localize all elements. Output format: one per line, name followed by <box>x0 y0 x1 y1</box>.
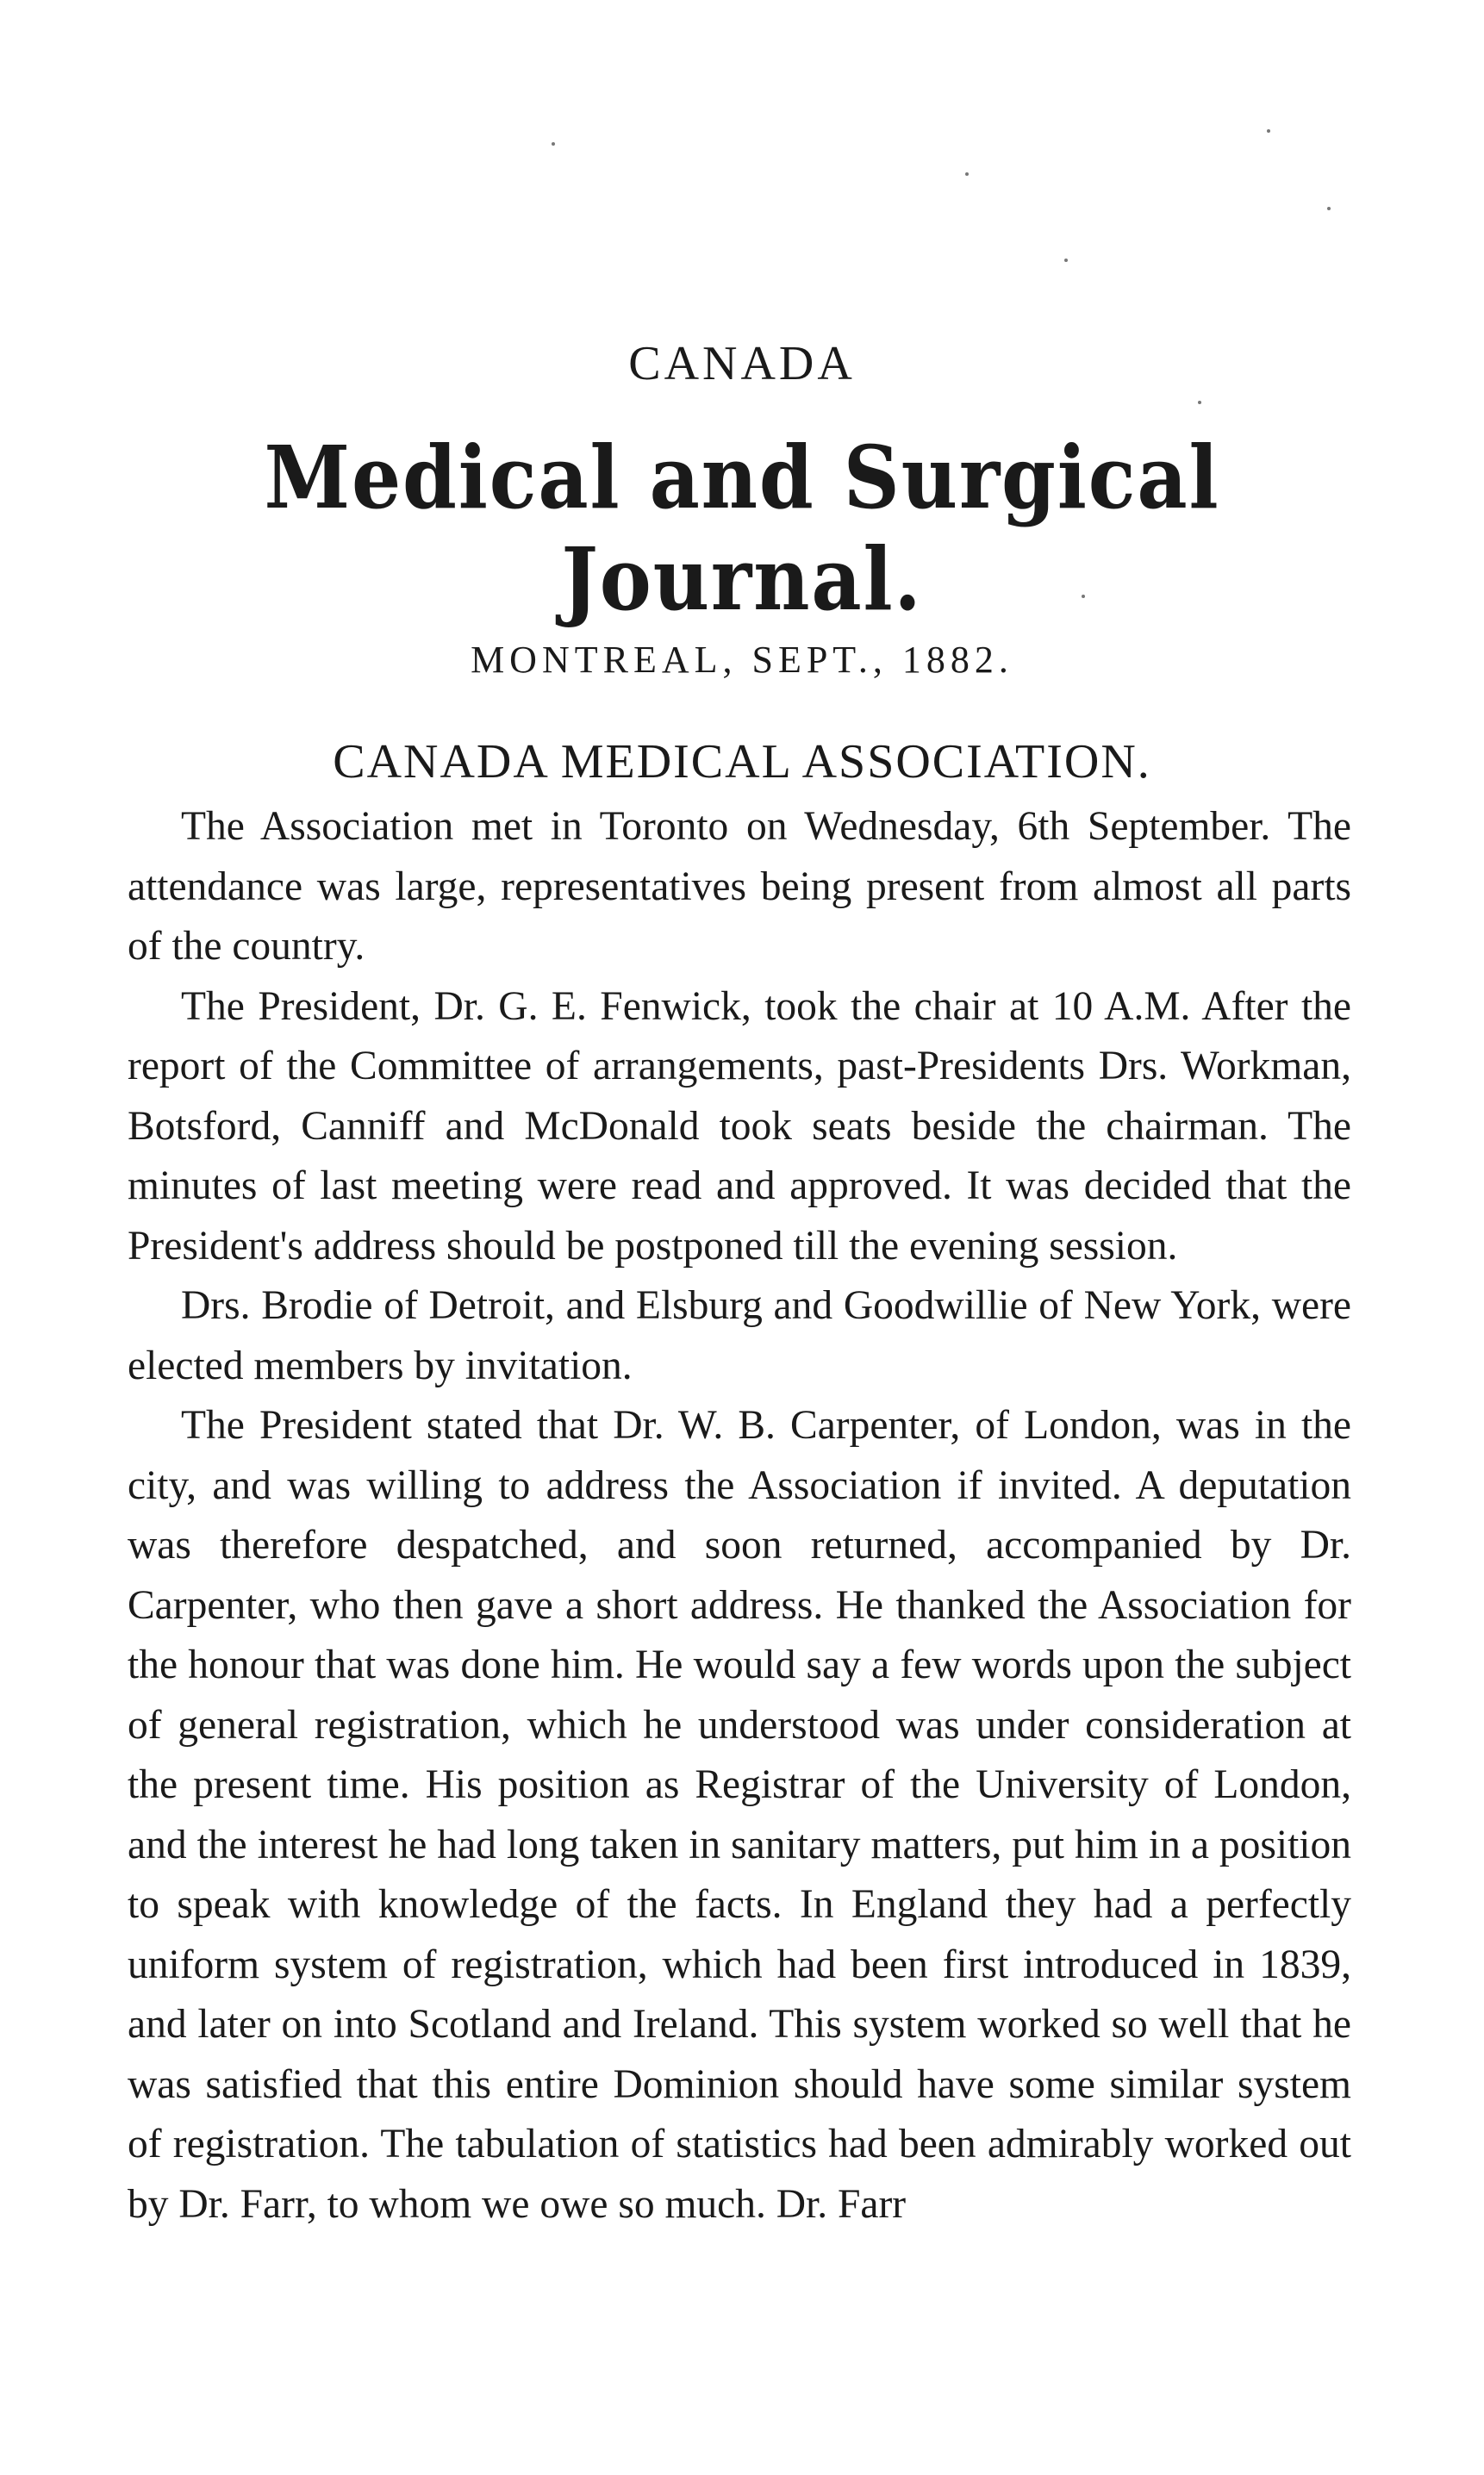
dateline: MONTREAL, SEPT., 1882. <box>471 639 1013 681</box>
paper-speck <box>1267 129 1270 133</box>
paper-speck <box>1327 207 1331 210</box>
paper-speck <box>1198 401 1201 404</box>
paper-speck <box>1064 259 1068 262</box>
paper-speck <box>965 172 969 176</box>
masthead-kicker: CANADA <box>628 337 856 390</box>
paper-speck <box>552 142 555 146</box>
paragraph: The Association met in Toronto on Wednesday, 6th September. The attendance was large, representatives being present from almost all parts of the country. <box>128 804 1351 969</box>
article-body <box>128 797 1351 2235</box>
paragraph: The President, Dr. G. E. Fenwick, took the chair at 10 A.M. After the report of the Committee of arrangements, past-Presidents Drs. Workman, Botsford, Canniff and McDonald took seats beside the chairman. The minutes of last meeting were read and approved. It was decided that the President's address should be postponed till the evening session. <box>128 983 1351 1269</box>
paragraph: The President stated that Dr. W. B. Carpenter, of London, was in the city, and was willing to address the Association if invited. A deputation was therefore despatched, and soon returned, accompanied by Dr. Carpenter, who then gave a short address. He thanked the Association for the honour that was done him. He would say a few words upon the subject of general registration, which he understood was under consideration at the present time. His position as Registrar of the University of London, and the interest he had long taken in sanitary matters, put him in a position to speak with knowledge of the facts. In England they had a perfectly uniform system of registration, which had been first introduced in 1839, and later on into Scotland and Ireland. This system worked so well that he was satisfied that this entire Dominion should have some similar system of registration. The tabulation of statistics had been admirably worked out by Dr. Farr, to whom we owe so much. Dr. Farr <box>128 1403 1351 2227</box>
paragraph: Drs. Brodie of Detroit, and Elsburg and Goodwillie of New York, were elected members by invitation. <box>128 1283 1351 1388</box>
masthead-title: Medical and Surgical Journal. <box>264 427 1220 630</box>
article-heading: CANADA MEDICAL ASSOCIATION. <box>333 735 1151 789</box>
